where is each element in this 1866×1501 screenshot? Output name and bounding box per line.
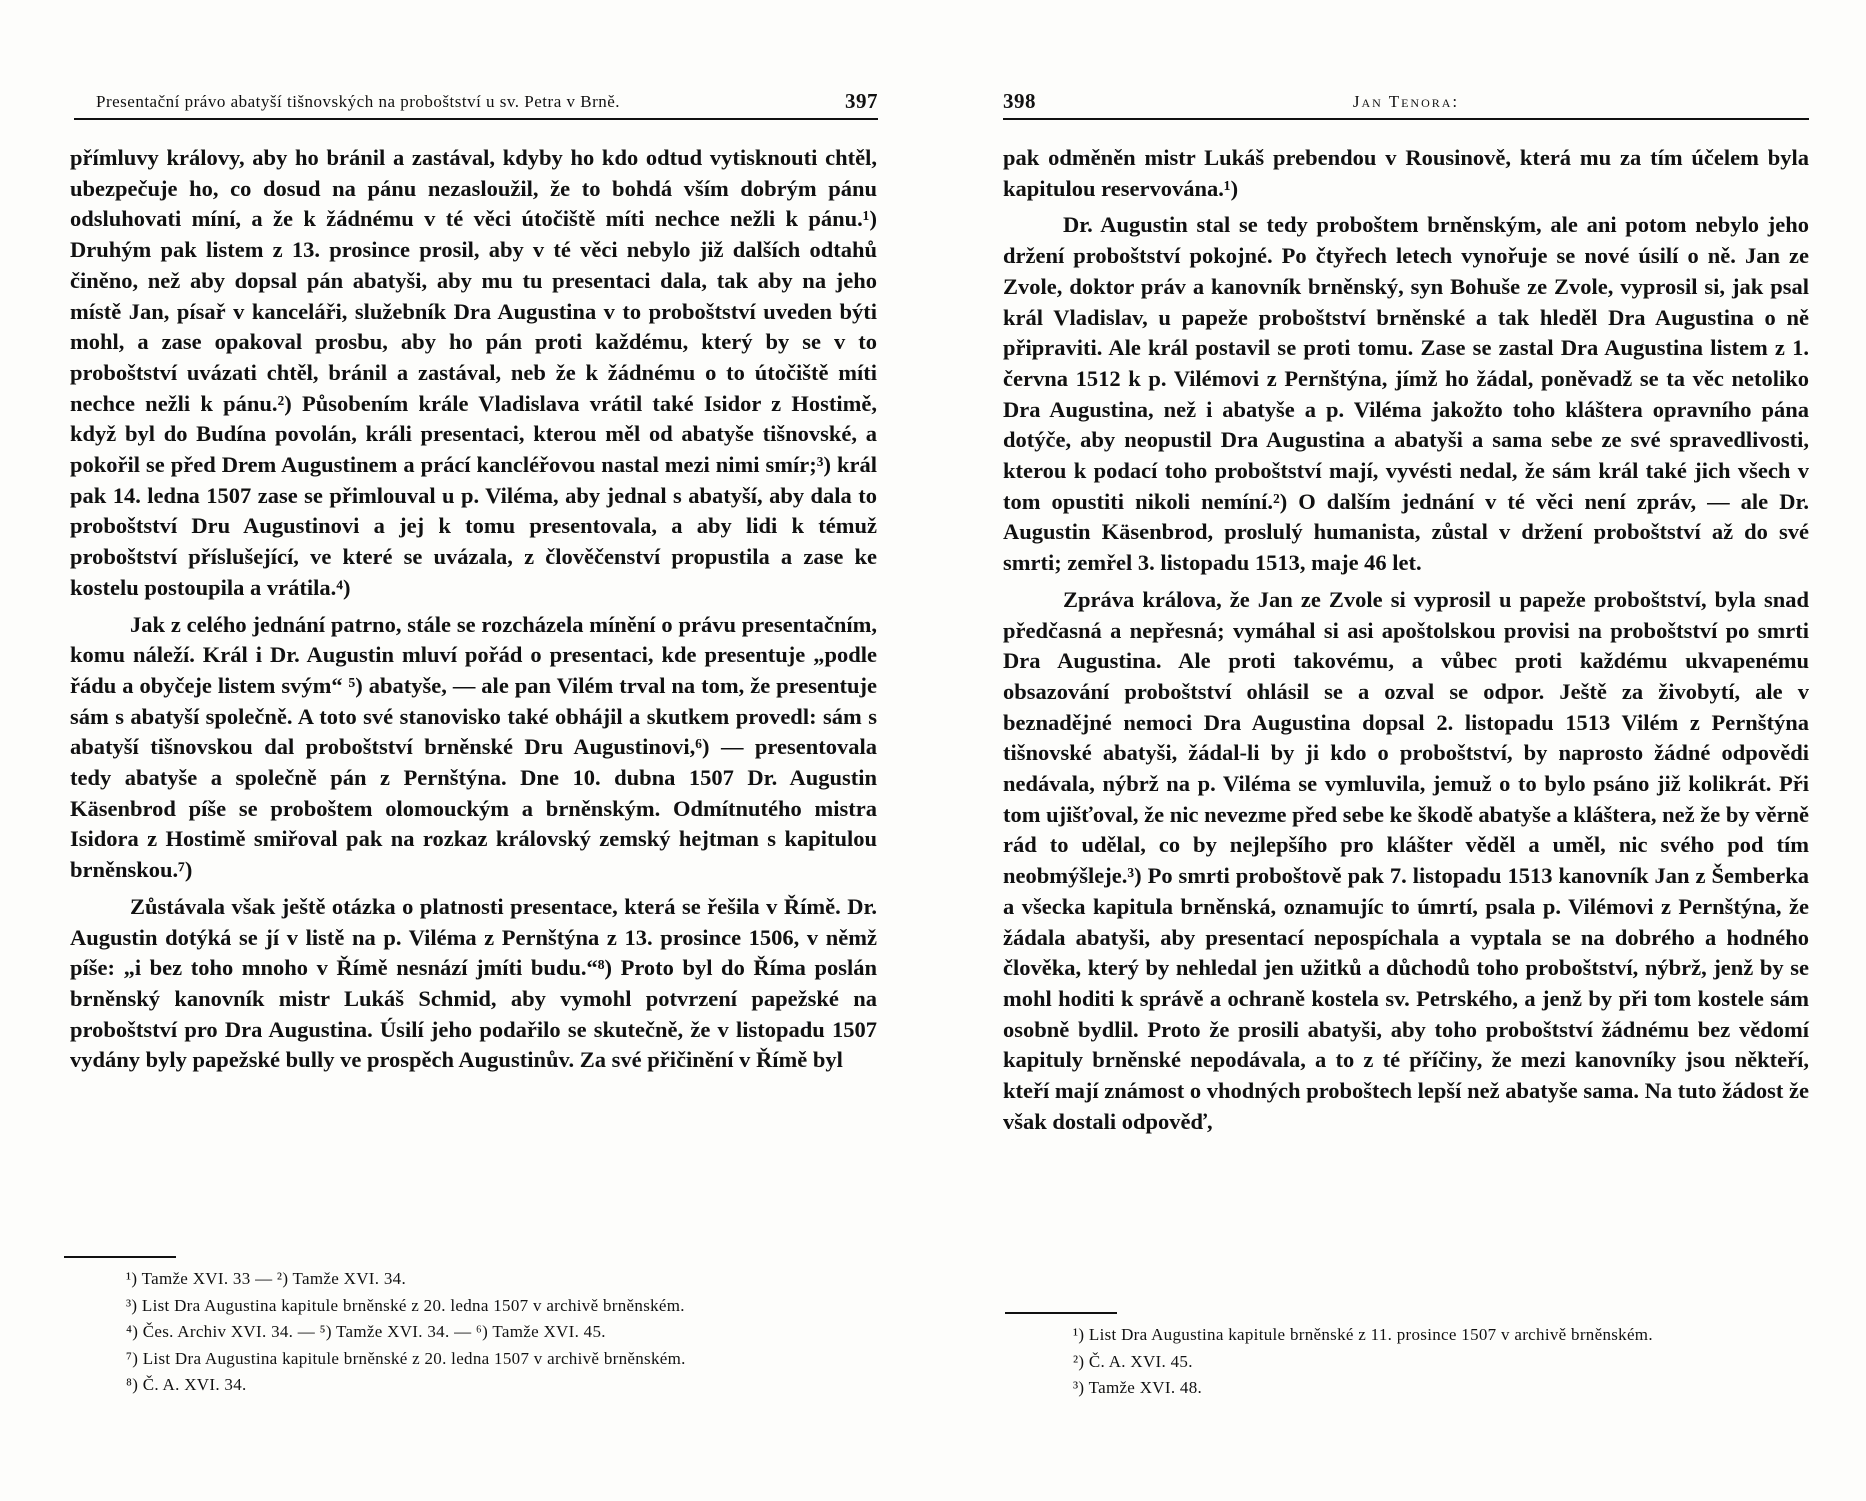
running-header	[1003, 88, 1809, 120]
paragraph: Jak z celého jednání patrno, stále se rozcházela mínění o právu presentačním, komu náleží. Král i Dr. Augustin mluví pořád o presentaci, kde presentuje „podle řádu a obyčeje listem svým“ ⁵) abatyše, — ale pan Vilém trval na tom, že presentuje sám s abatyší společně. A toto své stanovisko také obhájil a skutkem provedl: sám s abatyší tišnovskou dal proboštství brněnské Dru Augustinovi,⁶) — presentovala tedy abatyše a společně pán z Pernštýna. Dne 10. dubna 1507 Dr. Augustin Käsenbrod píše se proboštem olomouckým a brněnským. Odmítnutého mistra Isidora z Hostimě smiřoval pak na rozkaz královský zemský hejtman s kapitulou brněnskou.⁷)	[70, 611, 877, 883]
footnote: ⁴) Čes. Archiv XVI. 34. — ⁵) Tamže XVI. 34. — ⁶) Tamže XVI. 45.	[126, 1322, 606, 1341]
running-title: Jan Tenora:	[1352, 92, 1460, 111]
paragraph: pak odměněn mistr Lukáš prebendou v Rousinově, která mu za tím účelem byla kapitulou reservována.¹)	[1003, 145, 1809, 201]
footnote: ³) Tamže XVI. 48.	[1073, 1378, 1203, 1397]
footnote: ²) Č. A. XVI. 45.	[1073, 1351, 1193, 1371]
paragraph: přímluvy královy, aby ho bránil a zastával, kdyby ho kdo odtud vytisknouti chtěl, ubezpečuje ho, co dosud na pánu nezasloužil, že to bohdá vším dobrým pánu odsluhovati míní, a že k žádnému v té věci útočiště míti nechce nežli k pánu.¹) Druhým pak listem z 13. prosince prosil, aby v té věci nebylo již dalších odtahů činěno, než aby dopsal pán abatyši, aby mu tu presentaci dala, tak aby na jeho místě Jan, písař v kanceláři, služebník Dra Augustina v to proboštství uveden býti mohl, a zase opakoval prosbu, aby ho pán proti každému, který by se v to proboštství uvázati chtěl, bránil a zastával, neb že k žádnému o to útočiště míti nechce nežli k pánu.²) Působením krále Vladislava vrátil také Isidor z Hostimě, když byl do Budína povolán, králi presentaci, kterou měl od abatyše tišnovské, a pokořil se před Drem Augustinem a prácí kancléřovou nastal mezi nimi smír;³) král pak 14. ledna 1507 zase se přimlouval u p. Viléma, aby jednal s abatyší, aby dala to proboštství Dru Augustinovi a jej k tomu presentovala, a aby lidi k témuž proboštství příslušející, ve které se uvázala, z člověčenství propustila a zase ke kostelu postoupila a vrátila.⁴)	[70, 145, 877, 600]
footnote: ⁸) Č. A. XVI. 34.	[126, 1375, 247, 1394]
page-number: 397	[845, 89, 878, 113]
footnote: ³) List Dra Augustina kapitule brněnské z 20. ledna 1507 v archivě brněnském.	[126, 1295, 685, 1315]
running-title: Presentační právo abatyší tišnovských na proboštství u sv. Petra v Brně.	[96, 92, 621, 111]
paragraph: Dr. Augustin stal se tedy proboštem brněnským, ale ani potom nebylo jeho držení proboštství pokojné. Po čtyřech letech vynořuje se nové úsilí o ně. Jan ze Zvole, doktor práv a kanovník brněnský, syn Bohuše ze Zvole, vyprosil si, jak psal král Vladislav, u papeže proboštství brněnské a tak hleděl Dra Augustina o ně připraviti. Ale král postavil se proti tomu. Zase se zastal Dra Augustina listem z 1. června 1512 k p. Vilémovi z Pernštýna, jímž ho žádal, poněvadž se ta věc netoliko Dra Augustina, než i abatyše a p. Viléma jakožto toho kláštera opravního pána dotýče, aby neopustil Dra Augustina a abatyši a sama sebe ze své spravedlivosti, kterou k podací toho proboštství mají, vyvésti nedal, že sám král také jich všech v tom opustiti nikoli nemíní.²) O dalším jednání v té věci není zpráv, — ale Dr. Augustin Käsenbrod, proslulý humanista, zůstal v držení proboštství až do své smrti; zemřel 3. listopadu 1513, maje 46 let.	[1003, 212, 1809, 576]
footnote: ¹) List Dra Augustina kapitule brněnské z 11. prosince 1507 v archivě brněnském.	[1073, 1325, 1653, 1344]
main-text	[1003, 143, 1809, 1138]
page-number: 398	[1003, 89, 1036, 113]
right-page	[933, 0, 1866, 1501]
running-header	[74, 88, 878, 120]
footnotes	[126, 1266, 886, 1399]
paragraph: Zůstávala však ještě otázka o platnosti presentace, která se řešila v Římě. Dr. Augustin dotýká se jí v listě na p. Viléma z Pernštýna z 13. prosince 1506, v němž píše: „i bez toho mnoho v Římě nesnází jmíti budu.“⁸) Proto byl do Říma poslán brněnský kanovník mistr Lukáš Schmid, aby vymohl potvrzení papežské na proboštství pro Dra Augustina. Úsilí jeho podařilo se skutečně, že v listopadu 1507 vydány byly papežské bully ve prospěch Augustinův. Za své přičinění v Římě byl	[70, 893, 877, 1073]
footnote-separator	[64, 1256, 176, 1258]
paragraph: Zpráva králova, že Jan ze Zvole si vyprosil u papeže proboštství, byla snad předčasná a nepřesná; vymáhal si asi apoštolskou provisi na proboštství po smrti Dra Augustina. Ale proti takovému, a vůbec proti každému ukvapenému obsazování proboštství ohlásil se a ozval se odpor. Ještě za živobytí, ale v beznadějné nemoci Dra Augustina dopsal 2. listopadu 1513 Vilém z Pernštýna tišnovské abatyši, žádal-li by ji kdo o proboštství, by naprosto žádné odpovědi nedávala, nýbrž na p. Viléma se vymluvila, jemuž o to bylo psáno již kolikrát. Při tom ujišťoval, že nic nevezme před sebe ke škodě abatyše a kláštera, než že by věrně rád to udělal, co by nejlepšího pro klášter věděl a uměl, nic svého pod tím neobmýšleje.³) Po smrti proboštově pak 7. listopadu 1513 kanovník Jan z Šemberka a všecka kapitula brněnská, oznamujíc to úmrtí, psala p. Vilémovi z Pernštýna, že žádala abatyši, aby presentací nepospíchala a vyptala se na dobrého a hodného člověka, který by nehledal jen užitků a důchodů toho proboštství, nýbrž, jenž by se mohl hoditi k správě a ochraně kostela sv. Petrského, a jenž by při tom kostele sám osobně bydlil. Proto že prosili abatyši, aby toho proboštství žádnému bez vědomí kapituly brněnské nepodávala, a to z té příčiny, že mezi kanovníky jsou někteří, kteří mají známost o vhodných proboštech lepší než abatyše sama. Na tuto žádost že však dostali odpověď,	[1003, 586, 1809, 1134]
footnotes	[1073, 1322, 1813, 1402]
footnote: ¹) Tamže XVI. 33 — ²) Tamže XVI. 34.	[126, 1269, 406, 1288]
footnote: ⁷) List Dra Augustina kapitule brněnské z 20. ledna 1507 v archivě brněnském.	[126, 1348, 686, 1368]
main-text	[70, 143, 877, 1076]
footnote-separator	[1005, 1312, 1117, 1314]
